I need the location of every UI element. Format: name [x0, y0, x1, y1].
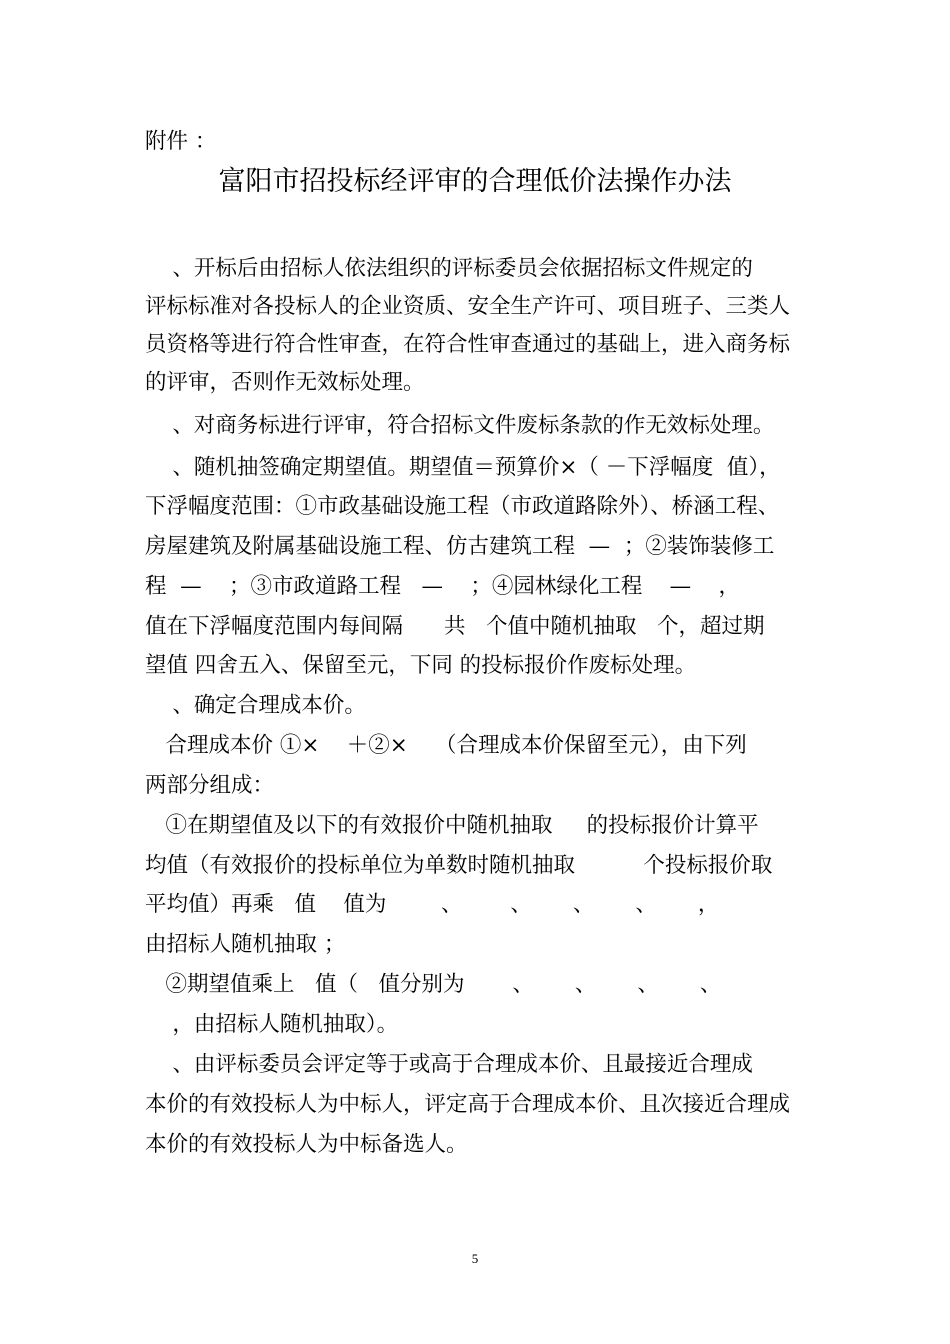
- body-line: 平均值）再乘 值 值为 、 、 、 、 ，: [145, 892, 720, 917]
- page-number: 5: [471, 1251, 479, 1266]
- document-title: 富阳市招投标经评审的合理低价法操作办法: [218, 166, 732, 197]
- body-line: 下浮幅度范围：①市政基础设施工程（市政道路除外）、桥涵工程、: [145, 494, 780, 519]
- body-line: 本价的有效投标人为中标备选人。: [145, 1132, 468, 1157]
- body-line: 值在下浮幅度范围内每间隔 共 个值中随机抽取 个，超过期: [145, 614, 765, 639]
- body-line: 、随机抽签确定期望值。期望值＝预算价×（ －下浮幅度 值），: [145, 455, 781, 480]
- body-line: 程 — ；③市政道路工程 — ；④园林绿化工程 — ，: [145, 574, 741, 599]
- body-line: ②期望值乘上 值（ 值分别为 、 、 、 、: [145, 972, 722, 997]
- body-line: 、开标后由招标人依法组织的评标委员会依据招标文件规定的: [145, 256, 753, 281]
- body-line: 评标标准对各投标人的企业资质、安全生产许可、项目班子、三类人: [145, 294, 791, 319]
- body-line: 、对商务标进行评审，符合招标文件废标条款的作无效标处理。: [145, 413, 775, 438]
- body-line: ①在期望值及以下的有效报价中随机抽取 的投标报价计算平: [145, 813, 759, 838]
- body-line: 、确定合理成本价。: [145, 693, 366, 718]
- body-line: 房屋建筑及附属基础设施工程、仿古建筑工程 — ；②装饰装修工: [145, 534, 775, 559]
- body-line: 望值 四舍五入、保留至元，下同 的投标报价作废标处理。: [145, 653, 697, 678]
- body-line: 的评审，否则作无效标处理。: [145, 370, 425, 395]
- body-line: 均值（有效报价的投标单位为单数时随机抽取 个投标报价取: [145, 853, 773, 878]
- body-line: ，由招标人随机抽取）。: [145, 1012, 399, 1037]
- body-line: 员资格等进行符合性审查，在符合性审查通过的基础上，进入商务标: [145, 332, 791, 357]
- body-line: 、由评标委员会评定等于或高于合理成本价、且最接近合理成: [145, 1052, 753, 1077]
- body-line: 由招标人随机抽取 ；: [145, 932, 346, 957]
- attachment-label: 附件 ：: [145, 129, 217, 154]
- body-line: 两部分组成：: [145, 773, 275, 798]
- body-line: 合理成本价 ①× ＋②× （合理成本价保留至元），由下列: [145, 733, 747, 758]
- body-line: 本价的有效投标人为中标人，评定高于合理成本价、且次接近合理成: [145, 1092, 791, 1117]
